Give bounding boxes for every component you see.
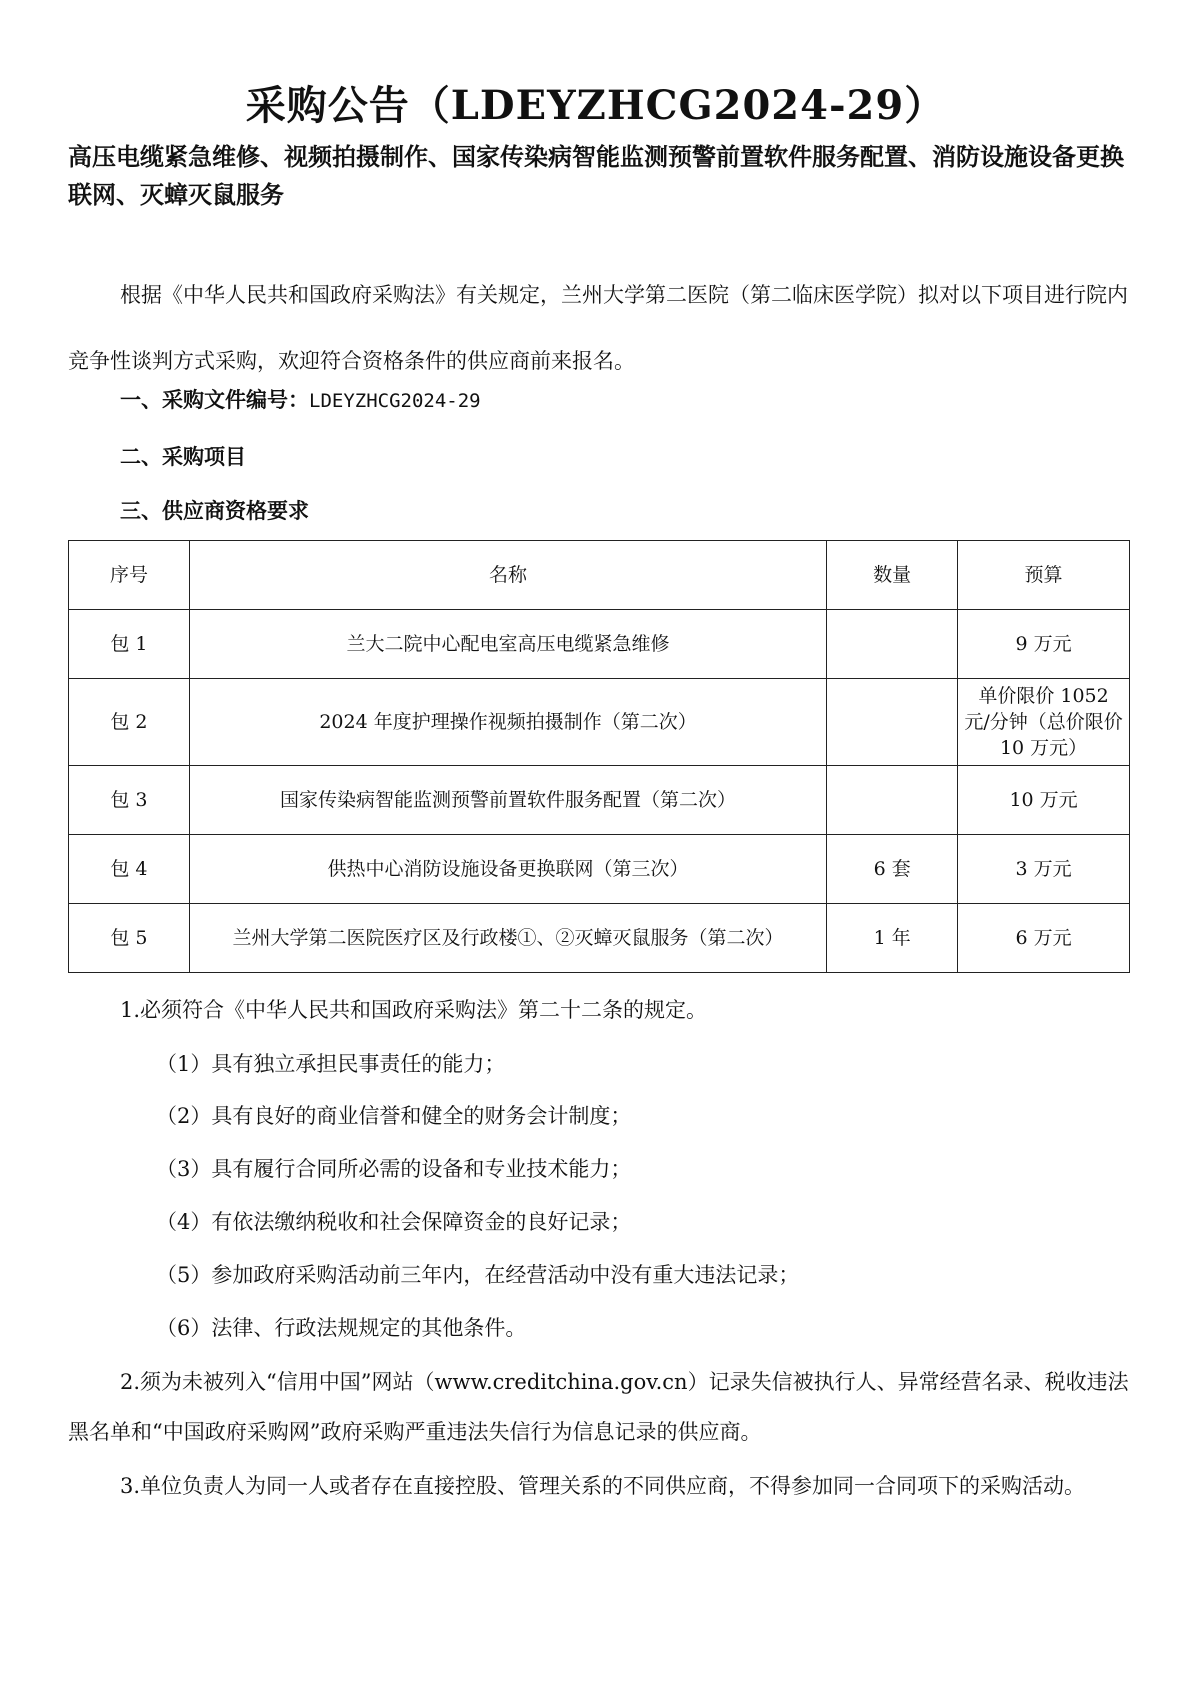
- cell-qty: [827, 766, 958, 835]
- cell-budget: 6 万元: [958, 904, 1130, 973]
- table-row: [69, 766, 1130, 835]
- requirement-1-item: （1）具有独立承担民事责任的能力；: [156, 1052, 506, 1076]
- header-budget: 预算: [958, 541, 1130, 610]
- cell-qty: 1 年: [827, 904, 958, 973]
- cell-budget: 单价限价 1052 元/分钟（总价限价 10 万元）: [958, 679, 1130, 766]
- document-subtitle: 高压电缆紧急维修、视频拍摄制作、国家传染病智能监测预警前置软件服务配置、消防设施设备更换联网、灭蟑灭鼠服务: [68, 142, 1124, 209]
- cell-qty: 6 套: [827, 835, 958, 904]
- doc-number-heading: [120, 385, 481, 416]
- table-row: [69, 904, 1130, 973]
- document-title: 采购公告（LDEYZHCG2024-29）: [245, 82, 946, 129]
- table-row: [69, 610, 1130, 679]
- table-row: [69, 679, 1130, 766]
- cell-name: 2024 年度护理操作视频拍摄制作（第二次）: [189, 679, 826, 766]
- project-label: 二、采购项目: [120, 444, 246, 469]
- requirement-3: 3.单位负责人为同一人或者存在直接控股、管理关系的不同供应商，不得参加同一合同项下的采购活动。: [120, 1474, 1086, 1498]
- cell-budget: 10 万元: [958, 766, 1130, 835]
- doc-number-value: LDEYZHCG2024-29: [309, 390, 481, 412]
- qualification-label: 三、供应商资格要求: [120, 498, 309, 523]
- table-row: [69, 835, 1130, 904]
- intro-paragraph: 根据《中华人民共和国政府采购法》有关规定，兰州大学第二医院（第二临床医学院）拟对以下项目进行院内竞争性谈判方式采购，欢迎符合资格条件的供应商前来报名。: [68, 283, 1128, 373]
- cell-no: 包 5: [69, 904, 190, 973]
- procurement-table: [68, 540, 1130, 973]
- requirement-1: 1.必须符合《中华人民共和国政府采购法》第二十二条的规定。: [120, 998, 708, 1022]
- project-heading: [120, 442, 246, 472]
- cell-name: 供热中心消防设施设备更换联网（第三次）: [189, 835, 826, 904]
- requirement-1-item: （4）有依法缴纳税收和社会保障资金的良好记录；: [156, 1210, 632, 1234]
- cell-no: 包 1: [69, 610, 190, 679]
- cell-budget: 3 万元: [958, 835, 1130, 904]
- header-name: 名称: [189, 541, 826, 610]
- cell-name: 兰州大学第二医院医疗区及行政楼①、②灭蟑灭鼠服务（第二次）: [189, 904, 826, 973]
- header-qty: 数量: [827, 541, 958, 610]
- requirement-1-item: （6）法律、行政法规规定的其他条件。: [156, 1316, 527, 1340]
- cell-no: 包 3: [69, 766, 190, 835]
- requirement-1-item: （3）具有履行合同所必需的设备和专业技术能力；: [156, 1157, 632, 1181]
- qualification-heading: [120, 496, 309, 526]
- cell-name: 国家传染病智能监测预警前置软件服务配置（第二次）: [189, 766, 826, 835]
- cell-name: 兰大二院中心配电室高压电缆紧急维修: [189, 610, 826, 679]
- cell-budget: 9 万元: [958, 610, 1130, 679]
- doc-number-label: 一、采购文件编号：: [120, 387, 309, 412]
- cell-no: 包 2: [69, 679, 190, 766]
- cell-qty: [827, 610, 958, 679]
- requirement-1-item: （2）具有良好的商业信誉和健全的财务会计制度；: [156, 1104, 632, 1128]
- cell-no: 包 4: [69, 835, 190, 904]
- cell-qty: [827, 679, 958, 766]
- requirement-1-item: （5）参加政府采购活动前三年内，在经营活动中没有重大违法记录；: [156, 1263, 800, 1287]
- table-header-row: [69, 541, 1130, 610]
- requirement-2: 2.须为未被列入“信用中国”网站（www.creditchina.gov.cn）记录失信被执行人、异常经营名录、税收违法黑名单和“中国政府采购网”政府采购严重违法失信行为信息记录的供应商。: [68, 1370, 1129, 1444]
- header-no: 序号: [69, 541, 190, 610]
